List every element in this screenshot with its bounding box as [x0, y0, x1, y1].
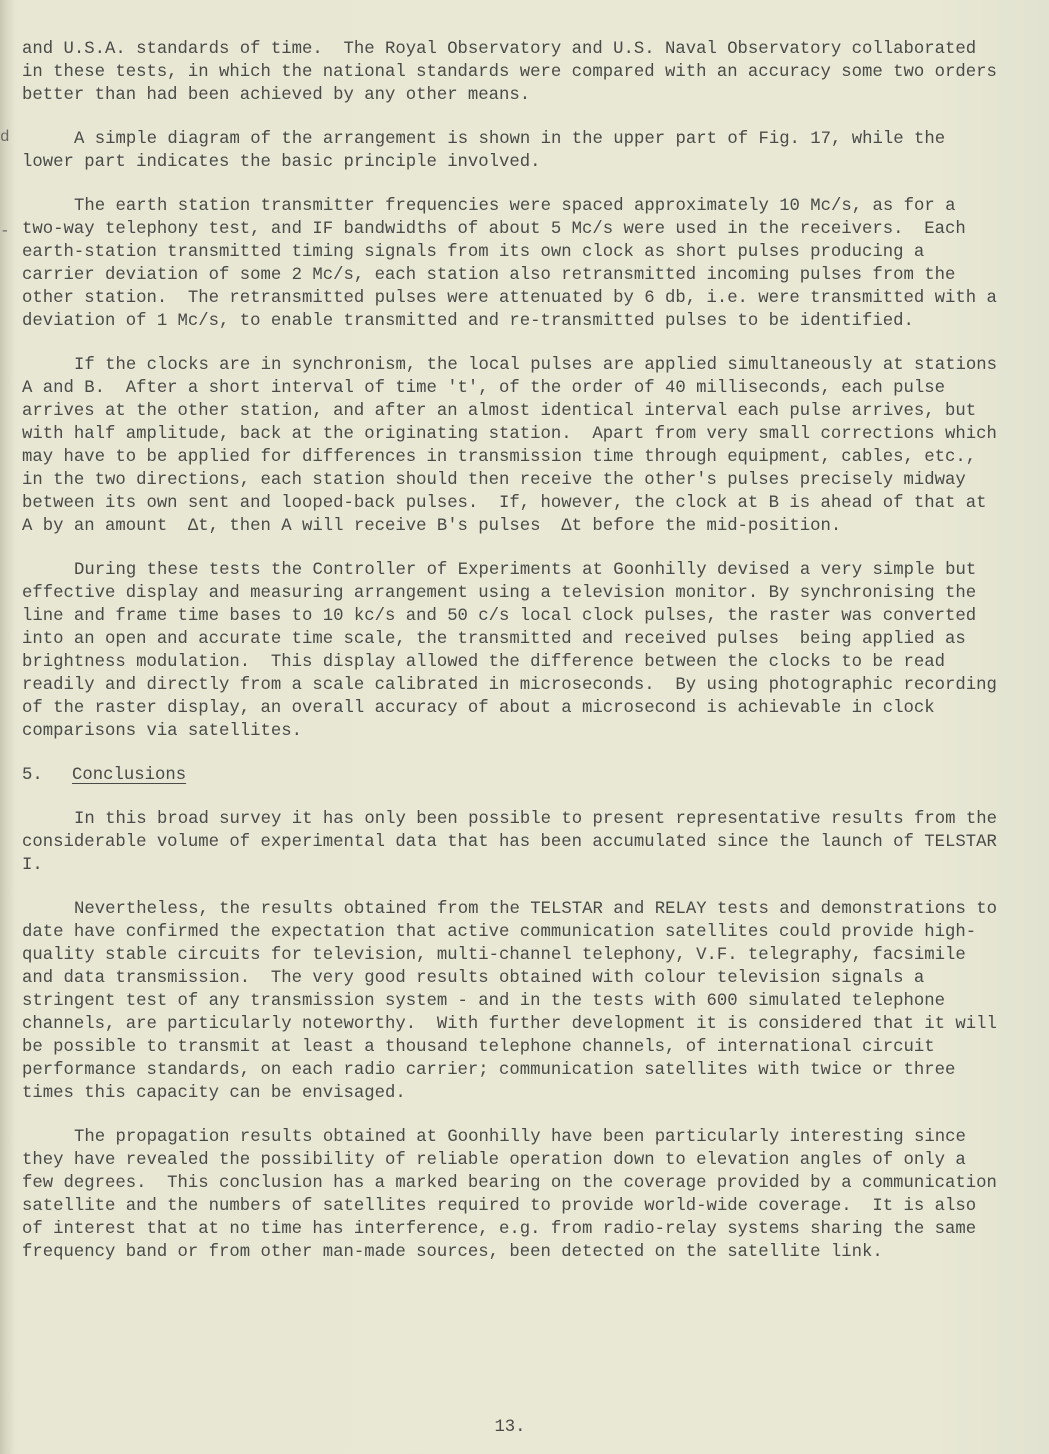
margin-mark: -	[0, 222, 10, 240]
paragraph-display-method: During these tests the Controller of Experiments at Goonhilly devised a very simple but effective display and measuring arrangement using a television monitor. By synchronising the line and frame time bases to 10 kc/s and 50 c/s local clock pulses, the raster was converted into an open and accurate time scale, the transmitted and received pulses being applied as brightness modulation. This display allowed the difference between the clocks to be read readily and directly from a scale calibrated in microseconds. By using photographic recording of the raster display, an overall accuracy of about a microsecond is achievable in clock comparisons via satellites.	[22, 561, 1008, 741]
paragraph-transmitter-frequencies: The earth station transmitter frequencies were spaced approximately 10 Mc/s, as for a two-way telephony test, and IF bandwidths of about 5 Mc/s were used in the receivers. Each earth-station transmitted timing signals from its own clock as short pulses producing a carrier deviation of some 2 Mc/s, each station also retransmitted incoming pulses from the other station. The retransmitted pulses were attenuated by 6 db, i.e. were transmitted with a deviation of 1 Mc/s, to enable transmitted and re-transmitted pulses to be identified.	[22, 197, 1008, 331]
section-number: 5.	[22, 766, 43, 785]
paragraph-time-standards: and U.S.A. standards of time. The Royal Observatory and U.S. Naval Observatory collaborated in these tests, in which the national standards were compared with an accuracy some two orders better than had been achieved by any other means.	[22, 40, 1008, 105]
paragraph-clock-synchronism: If the clocks are in synchronism, the local pulses are applied simultaneously at stations A and B. After a short interval of time 't', of the order of 40 milliseconds, each pulse arrives at the other station, and after an almost identical interval each pulse arrives, but with half amplitude, back at the originating station. Apart from very small corrections which may have to be applied for differences in transmission time through equipment, cables, etc., in the two directions, each station should then receive the other's pulses precisely midway between its own sent and looped-back pulses. If, however, the clock at B is ahead of that at A by an amount Δt, then A will receive B's pulses Δt before the mid-position.	[22, 356, 1008, 536]
page-number: 13.	[494, 1418, 526, 1437]
paragraph-propagation: The propagation results obtained at Goonhilly have been particularly interesting since they have revealed the possibility of reliable operation down to elevation angles of only a few degrees. This conclusion has a marked bearing on the coverage provided by a communication satellite and the numbers of satellites required to provide world-wide coverage. It is also of interest that at no time has interference, e.g. from radio-relay systems sharing the same frequency band or from other man-made sources, been detected on the satellite link.	[22, 1128, 1008, 1262]
page-content	[22, 38, 1008, 1285]
section-heading	[22, 764, 1002, 787]
section-title: Conclusions	[72, 766, 187, 785]
paragraph-survey: In this broad survey it has only been possible to present representative results from the considerable volume of experimental data that has been accumulated since the launch of TELSTAR I.	[22, 810, 1008, 875]
margin-mark: d	[0, 128, 10, 146]
binding-edge	[0, 0, 14, 1454]
paragraph-results: Nevertheless, the results obtained from the TELSTAR and RELAY tests and demonstrations to date have confirmed the expectation that active communication satellites could provide high-quality stable circuits for television, multi-channel telephony, V.F. telegraphy, facsimile and data transmission. The very good results obtained with colour television signals a stringent test of any transmission system - and in the tests with 600 simulated telephone channels, are particularly noteworthy. With further development it is considered that it will be possible to transmit at least a thousand telephone channels, of international circuit performance standards, on each radio carrier; communication satellites with twice or three times this capacity can be envisaged.	[22, 900, 1008, 1103]
paragraph-diagram: A simple diagram of the arrangement is shown in the upper part of Fig. 17, while the lower part indicates the basic principle involved.	[22, 130, 956, 172]
